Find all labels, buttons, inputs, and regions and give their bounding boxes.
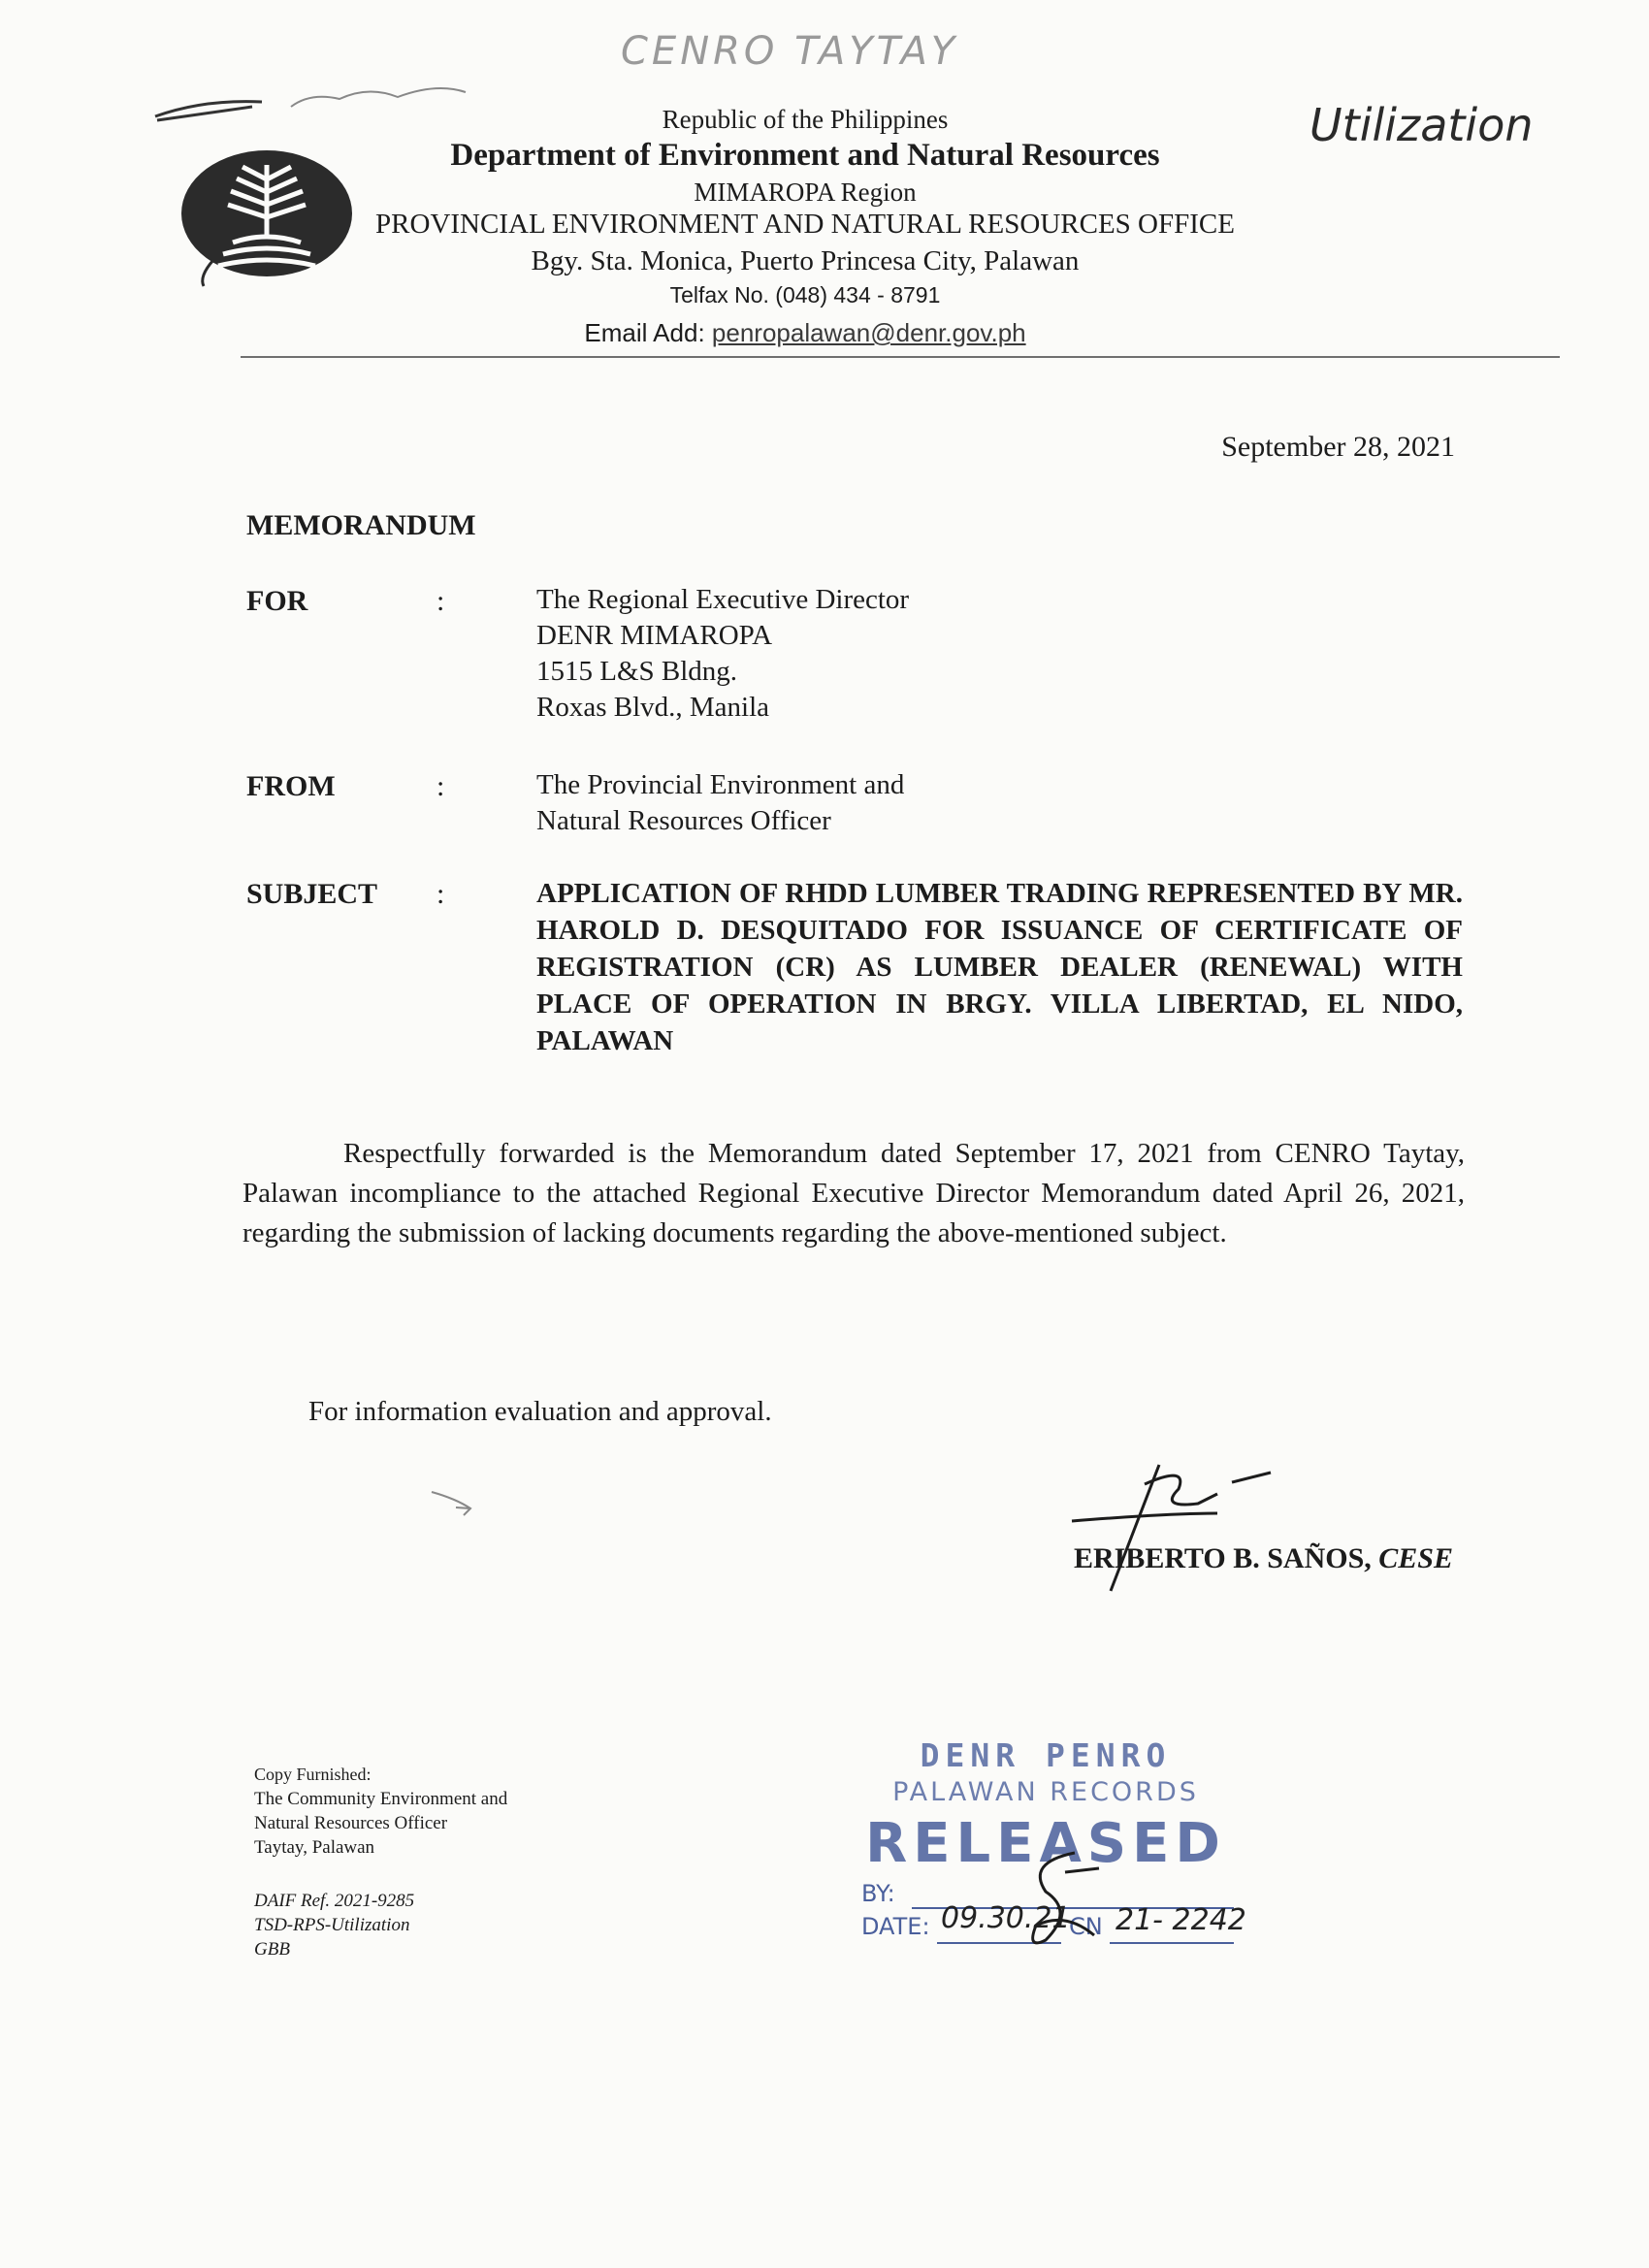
for-recipient xyxy=(536,582,909,726)
from-colon: : xyxy=(436,770,445,802)
copy-furnished-line: Natural Resources Officer xyxy=(254,1813,448,1833)
subject-text: APPLICATION OF RHDD LUMBER TRADING REPRESENTED BY MR. HAROLD D. DESQUITADO FOR ISSUANCE OF CERTIFICATE OF REGISTRATION (CR) AS LUMBER DEALER (RENEWAL) WITH PLACE OF OPERATION IN BRGY. VILLA LIBERTAD, EL NIDO, PALAWAN xyxy=(536,878,1463,1056)
released-stamp xyxy=(861,1736,1249,1960)
handwritten-top-note: CENRO TAYTAY xyxy=(621,29,959,74)
reference-line: GBB xyxy=(254,1939,290,1960)
reference-line: TSD-RPS-Utilization xyxy=(254,1915,410,1935)
signature-drawing xyxy=(1052,1445,1295,1605)
body-paragraph: Respectfully forwarded is the Memorandum dated September 17, 2021 from CENRO Taytay, Palawan incompliance to the attached Regional Executive Director Memorandum dated April 26, 2021, regarding the submission of lacking documents regarding the above-mentioned subject. xyxy=(242,1138,1465,1248)
signatory-name-text: ERIBERTO B. SAÑOS, xyxy=(1073,1542,1372,1574)
for-line: 1515 L&S Bldng. xyxy=(536,656,738,687)
copy-furnished-line: The Community Environment and xyxy=(254,1789,508,1809)
handwritten-utilization: Utilization xyxy=(1310,99,1534,151)
header-address: Bgy. Sta. Monica, Puerto Princesa City, Palawan xyxy=(531,245,1080,276)
stray-mark xyxy=(427,1484,485,1528)
signatory-suffix: CESE xyxy=(1378,1542,1453,1574)
stamp-date-label: DATE: xyxy=(861,1913,930,1940)
for-line: Roxas Blvd., Manila xyxy=(536,692,770,723)
header-department: Department of Environment and Natural Resources xyxy=(450,138,1160,173)
from-label: FROM xyxy=(246,770,336,802)
stamp-date-value: 09.30.21 xyxy=(941,1901,1071,1935)
reference-codes xyxy=(254,1889,414,1961)
stamp-line2: PALAWAN RECORDS xyxy=(892,1777,1199,1807)
email-label: Email Add: xyxy=(584,318,705,347)
for-colon: : xyxy=(436,585,445,617)
closing-paragraph: For information evaluation and approval. xyxy=(308,1396,772,1427)
stamp-initial-signature xyxy=(1007,1843,1123,1960)
memo-title: MEMORANDUM xyxy=(246,509,476,541)
signatory-name xyxy=(1074,1542,1453,1575)
from-sender xyxy=(536,767,904,839)
reference-line: DAIF Ref. 2021-9285 xyxy=(254,1891,415,1911)
memo-date: September 28, 2021 xyxy=(1221,431,1455,463)
subject-label: SUBJECT xyxy=(246,878,378,910)
from-line: The Provincial Environment and xyxy=(536,769,905,800)
copy-furnished-line: Taytay, Palawan xyxy=(254,1837,375,1858)
for-line: DENR MIMAROPA xyxy=(536,620,773,651)
copy-furnished-label: Copy Furnished: xyxy=(254,1765,372,1784)
header-telfax: Telfax No. (048) 434 - 8791 xyxy=(669,282,941,308)
header-divider xyxy=(241,356,1560,358)
for-line: The Regional Executive Director xyxy=(536,584,910,615)
copy-furnished-recipient xyxy=(254,1787,507,1860)
header-email-line xyxy=(0,318,1630,348)
email-link[interactable]: penropalawan@denr.gov.ph xyxy=(711,318,1026,347)
header-office: PROVINCIAL ENVIRONMENT AND NATURAL RESOURCES OFFICE xyxy=(375,209,1235,240)
stamp-released: RELEASED xyxy=(865,1812,1226,1875)
subject-colon: : xyxy=(436,878,445,910)
stamp-line1: DENR PENRO xyxy=(920,1736,1172,1774)
header-republic: Republic of the Philippines xyxy=(662,105,949,134)
stamp-cn-value: 21- 2242 xyxy=(1116,1903,1246,1937)
for-label: FOR xyxy=(246,585,308,617)
stamp-cn-line xyxy=(1110,1942,1234,1944)
stamp-cn-label: CN xyxy=(1069,1913,1103,1940)
header-region: MIMAROPA Region xyxy=(694,178,917,207)
from-line: Natural Resources Officer xyxy=(536,805,831,836)
stamp-by-label: BY: xyxy=(861,1880,895,1907)
